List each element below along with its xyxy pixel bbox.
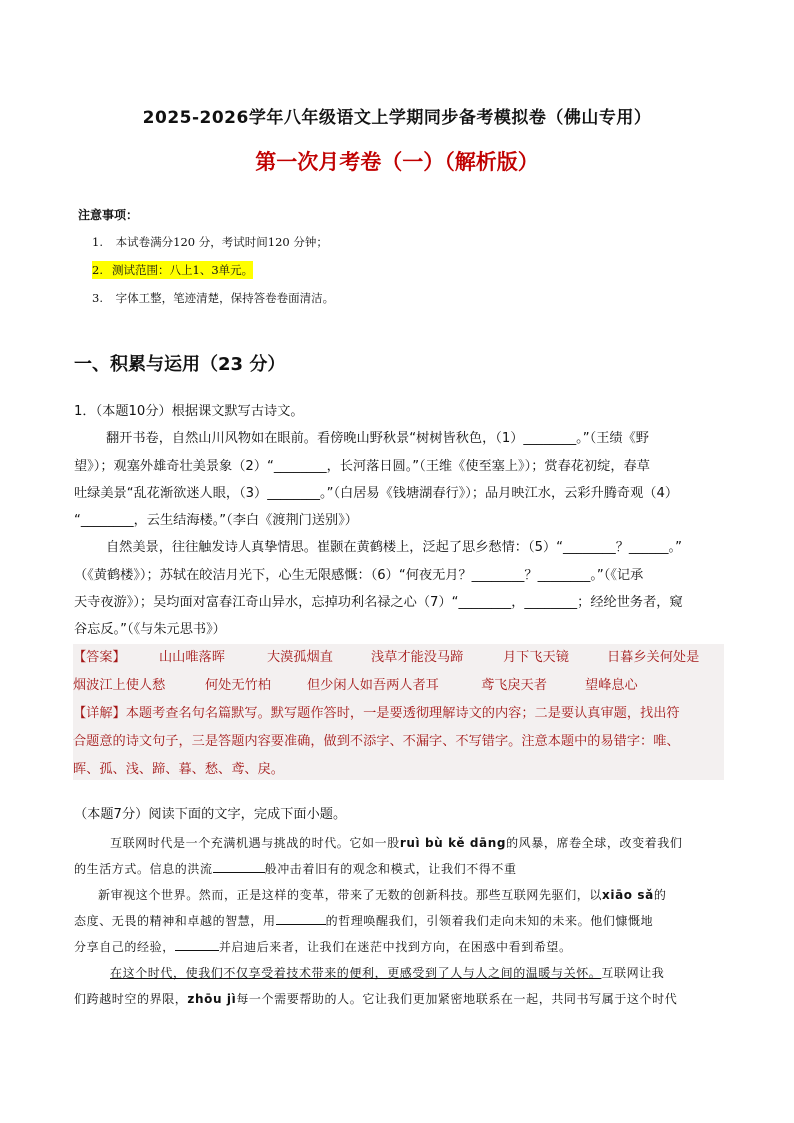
notes-heading: 注意事项： [78,208,139,222]
answer-row [73,644,724,672]
detail-text: 合题意的诗文句子，三是答题内容要准确，做到不添字、不漏字、不写错字。注意本题中的易错字：唯、 [73,734,680,749]
passage-text: 新审视这个世界。然而，正是这样的变革，带来了无数的创新科技。那些互联网先驱们，以 [98,888,603,902]
answer-item: 大漠孤烟直 [267,650,333,665]
answer-item: 月下飞天镜 [503,650,569,665]
answer-item: 鸢飞戾天者 [481,678,547,693]
passage-text: 分享自己的经验， [74,940,175,954]
note-item [92,286,334,314]
note-text-highlighted: 测试范围：八上1、3单元。 [112,263,254,277]
answer-item: 望峰息心 [585,678,638,693]
answer-box [73,644,724,780]
answer-label: 【答案】 [73,650,126,665]
passage-text: 并启迪后来者，让我们在迷茫中找到方向，在困惑中看到希望。 [218,940,572,954]
detail-text: 晖、孤、浅、蹄、暮、愁、鸢、戾。 [73,762,284,777]
detail-row [73,700,724,728]
question-text-line: 翻开书卷，自然山川风物如在眼前。看傍晚山野秋景“树树皆秋色，（1）________。”（王绩《野 [106,431,649,447]
answer-item: 何处无竹柏 [205,678,271,693]
detail-text: 本题考查名句名篇默写。默写题作答时，一是要透彻理解诗文的内容；二是要认真审题，找出符 [125,706,680,721]
note-number: 2. [92,263,103,277]
section-heading: 一、积累与运用（23 分） [74,354,286,375]
passage-line [74,908,726,934]
question-text-line: 自然美景，往往触发诗人真挚情思。崔颢在黄鹤楼上，泛起了思乡愁情：（5）“________？______。” [106,540,682,556]
passage-line [74,830,726,856]
answer-item: 浅草才能没马蹄 [371,650,464,665]
passage-text: 般冲击着旧有的观念和模式，让我们不得不重 [264,862,517,876]
passage-text: 互联网时代是一个充满机遇与挑战的时代。它如一股 [110,836,400,850]
note-text: 本试卷满分120 分，考试时间120 分钟； [115,235,328,249]
question-1 [74,398,724,644]
pinyin: xiāo sǎ [602,888,654,902]
fill-blank[interactable] [213,860,265,873]
question-text-line: 谷忘反。”（《与朱元思书》） [74,622,226,638]
question-2-header: （本题7分）阅读下面的文字，完成下面小题。 [74,807,347,822]
question-text-line: 望》）；观塞外雄奇壮美景象（2）“________，长河落日圆。”（王维《使至塞上》）；赏春花初绽，春草 [74,458,650,474]
detail-label: 【详解】 [73,706,126,721]
answer-item: 日暮乡关何处是 [607,650,700,665]
question-text-line: （《黄鹤楼》）；苏轼在皎洁月光下，心生无限感慨：（6）“何夜无月？________？________。”（《记承 [74,567,644,583]
passage-text: 每一个需要帮助的人。它让我们更加紧密地联系在一起，共同书写属于这个时代 [236,992,678,1006]
answer-item: 烟波江上使人愁 [73,678,166,693]
pinyin: zhōu jì [187,992,237,1006]
answer-row [73,672,724,700]
question-header: 1．（本题10分）根据课文默写古诗文。 [74,404,304,419]
notes-list [92,230,334,314]
exam-subtitle: 第一次月考卷（一）（解析版） [255,150,539,174]
note-number: 3. [92,291,103,305]
fill-blank[interactable] [175,938,219,951]
passage-text: 的 [653,888,667,902]
passage-line [74,934,726,960]
passage-text: 态度、无畏的精神和卓越的智慧，用 [74,914,276,928]
reading-passage [74,830,726,1012]
note-item [92,230,334,258]
question-text-line: “________，云生结海楼。”（李白《渡荆门送别》） [74,513,358,529]
passage-text: 互联网让我 [601,966,665,980]
passage-text: 的风暴，席卷全球，改变着我们 [506,836,683,850]
answer-item: 但少闲人如吾两人者耳 [307,678,439,693]
passage-line [74,960,726,986]
passage-line [74,882,726,908]
detail-row [73,728,724,756]
passage-text: 的生活方式。信息的洪流 [74,862,213,876]
note-text: 字体工整，笔迹清楚，保持答卷卷面清洁。 [115,291,335,305]
question-text-line: 吐绿美景“乱花渐欲迷人眼，（3）________。”（白居易《钱塘湖春行》）；品月映江水，云彩升腾奇观（4） [74,485,679,501]
answer-item: 山山唯落晖 [159,650,225,665]
exam-title: 2025-2026学年八年级语文上学期同步备考模拟卷（佛山专用） [142,108,652,128]
note-item [92,258,334,286]
passage-line [74,986,726,1012]
passage-text: 的哲理唤醒我们，引领着我们走向未知的未来。他们慷慨地 [325,914,654,928]
passage-text: 们跨越时空的界限， [74,992,188,1006]
question-text-line: 天寺夜游》）；吴均面对富春江奇山异水，忘掉功利名禄之心（7）“________，________；经纶世务者，窥 [74,595,683,611]
passage-line [74,856,726,882]
detail-row [73,756,724,784]
pinyin: ruì bù kě dāng [399,836,507,850]
note-number: 1. [92,235,103,249]
underlined-sentence: 在这个时代，使我们不仅享受着技术带来的便利，更感受到了人与人之间的温暖与关怀。 [110,966,602,980]
fill-blank[interactable] [276,912,326,925]
